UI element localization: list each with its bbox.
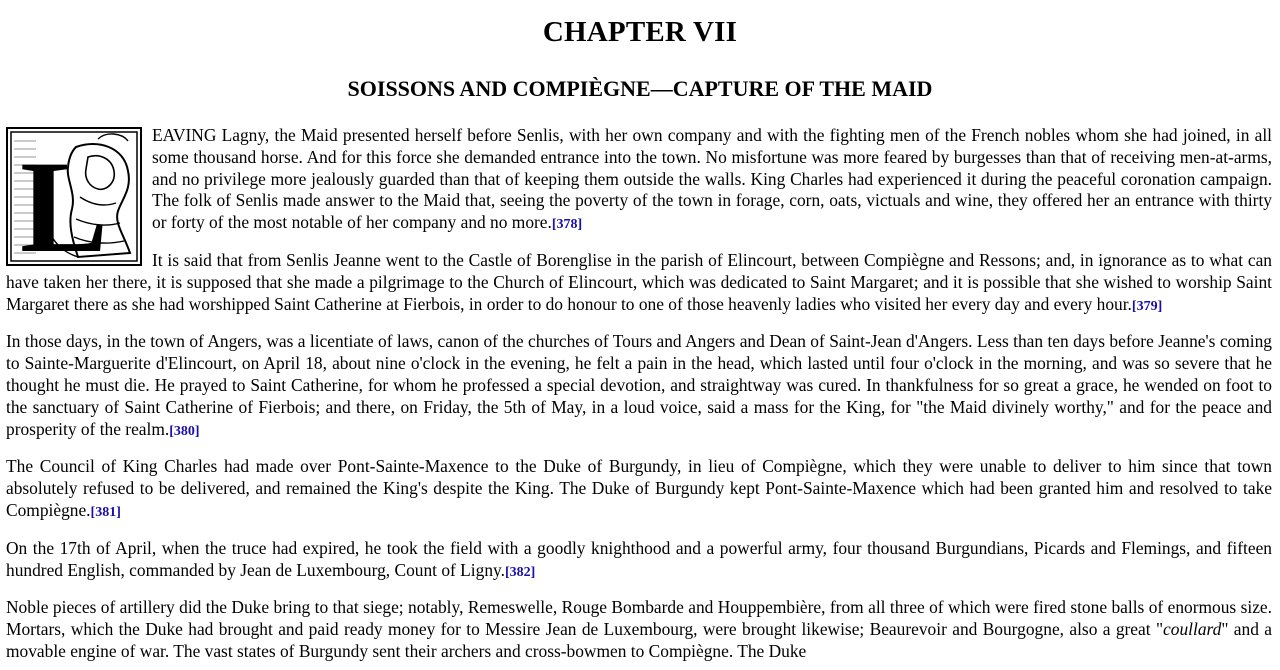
paragraph-3-text: In those days, in the town of Angers, was a licentiate of laws, canon of the churches of Tours and Angers and Dean of Saint-Jean d'Angers. Less than ten days before Jeanne's coming to Sainte-Marguerite d'Elincourt, on April 18, about nine o'clock in the evening, he felt a pain in the head, which lasted until four o'clock in the morning, and was so severe that he thought he must die. He prayed to Saint Catherine, for whom he professed a special devotion, and straightway was cured. In thankfulness for so great a grace, he wended on foot to the sanctuary of Saint Catherine of Fierbois; and there, on Friday, the 5th of May, in a loud voice, said a mass for the King, for "the Maid divinely worthy," and for the peace and prosperity of the realm. bbox=[6, 331, 1272, 439]
drop-cap-illustration bbox=[6, 127, 142, 266]
footnote-link-380[interactable]: [380] bbox=[169, 423, 200, 439]
paragraph-1 bbox=[6, 125, 1272, 236]
paragraph-2 bbox=[6, 250, 1272, 317]
chapter-subtitle: SOISSONS AND COMPIÈGNE—CAPTURE OF THE MAID bbox=[347, 76, 933, 101]
paragraph-5 bbox=[6, 538, 1272, 584]
chapter-body bbox=[6, 125, 1272, 670]
drop-cap-letter: L bbox=[20, 133, 109, 266]
paragraph-4 bbox=[6, 456, 1272, 523]
paragraph-6-text-a: Noble pieces of artillery did the Duke bring to that siege; notably, Remeswelle, Rouge Bombarde and Houppembière, from all three of which were fired stone balls of enormous size. Mortars, which the Duke had brought and paid ready money for to Messire Jean de Luxembourg, were brought likewise; Beaurevoir and Bourgogne, also a great " bbox=[6, 597, 1272, 640]
footnote-link-379[interactable]: [379] bbox=[1131, 298, 1163, 314]
paragraph-6 bbox=[6, 597, 1272, 662]
paragraph-2-text: It is said that from Senlis Jeanne went to the Castle of Borenglise in the parish of Elincourt, between Compiègne and Ressons; and, in ignorance as to what can have taken her there, it is supposed that she made a pilgrimage to the Church of Elincourt, which was dedicated to Saint Margaret; and it is possible that she wished to worship Saint Margaret there as she had worshipped Saint Catherine at Fierbois, in order to do honour to one of those heavenly ladies who visited her every day and every hour. bbox=[6, 249, 1272, 314]
paragraph-5-text: On the 17th of April, when the truce had expired, he took the field with a goodly knighthood and a powerful army, four thousand Burgundians, Picards and Flemings, and fifteen hundred English, commanded by Jean de Luxembourg, Count of Ligny. bbox=[6, 537, 1272, 580]
footnote-link-381[interactable]: [381] bbox=[90, 504, 121, 520]
footnote-link-378[interactable]: [378] bbox=[551, 217, 583, 233]
paragraph-6-text-b: " and a movable engine of war. The vast states of Burgundy sent their archers and cross-bowmen to Compiègne. The Duke bbox=[6, 619, 1272, 661]
chapter-title: CHAPTER VII bbox=[542, 16, 738, 48]
footnote-link-382[interactable]: [382] bbox=[504, 564, 536, 580]
paragraph-4-text: The Council of King Charles had made over Pont-Sainte-Maxence to the Duke of Burgundy, in lieu of Compiègne, which they were unable to deliver to him since that town absolutely refused to be delivered, and remained the King's despite the King. The Duke of Burgundy kept Pont-Sainte-Maxence which had been granted him and resolved to take Compiègne. bbox=[6, 456, 1272, 520]
paragraph-1-text: EAVING Lagny, the Maid presented herself before Senlis, with her own company and with the fighting men of the French nobles whom she had joined, in all some thousand horse. And for this force she demanded entrance into the town. No misfortune was more feared by burgesses than that of receiving men-at-arms, and no privilege more jealously guarded than that of keeping them outside the walls. King Charles had experienced it during the peaceful coronation campaign. The folk of Senlis made answer to the Maid that, seeing the poverty of the town in forage, corn, oats, victuals and wine, they offered her an entrance with thirty or forty of the most notable of her company and no more. bbox=[152, 125, 1272, 233]
paragraph-3 bbox=[6, 331, 1272, 442]
paragraph-6-italic: coullard bbox=[1163, 619, 1222, 640]
